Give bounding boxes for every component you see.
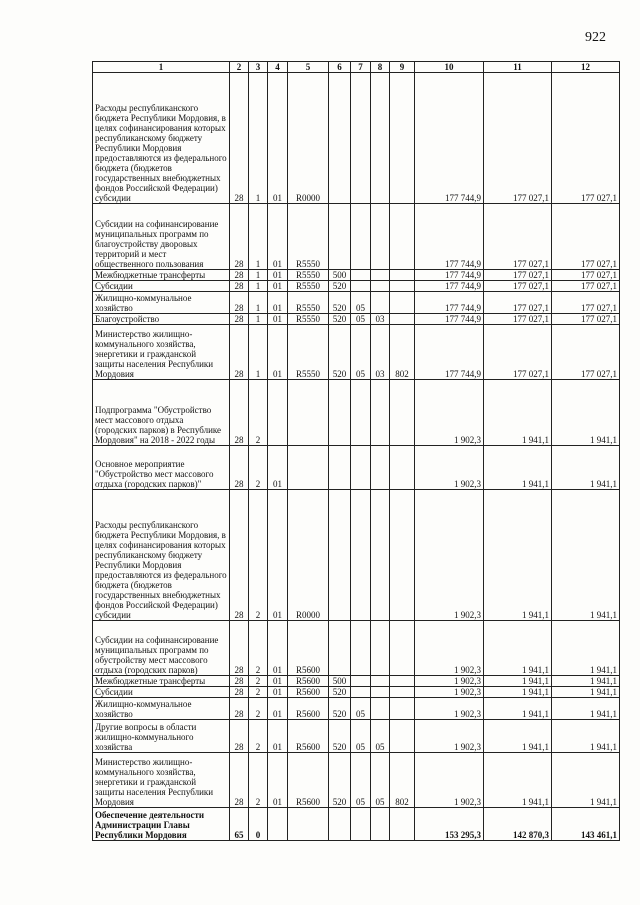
table-row xyxy=(93,753,620,808)
row-code-cell xyxy=(390,292,415,314)
row-amount-cell: 1 902,3 xyxy=(415,380,484,446)
row-code-cell: 2 xyxy=(249,490,268,621)
table-row xyxy=(93,292,620,314)
row-code-cell xyxy=(329,621,351,676)
row-code-cell: 520 xyxy=(329,687,351,698)
row-code-cell: 2 xyxy=(249,676,268,687)
row-amount-cell: 177 027,1 xyxy=(484,204,552,270)
row-code-cell xyxy=(390,720,415,753)
row-amount-cell: 1 941,1 xyxy=(484,380,552,446)
row-code-cell: R5550 xyxy=(288,325,329,380)
row-code-cell: 01 xyxy=(268,676,288,687)
row-amount-cell: 1 902,3 xyxy=(415,753,484,808)
row-amount-cell: 1 902,3 xyxy=(415,698,484,720)
row-code-cell: R5600 xyxy=(288,720,329,753)
row-code-cell: 1 xyxy=(249,204,268,270)
row-code-cell: 05 xyxy=(351,753,371,808)
row-code-cell xyxy=(390,490,415,621)
row-amount-cell: 177 027,1 xyxy=(484,325,552,380)
row-code-cell: R5550 xyxy=(288,281,329,292)
row-name-cell: Субсидии на софинансирование муниципальных программ по обустройству мест массового отдыха (городских парков) xyxy=(93,621,230,676)
row-code-cell xyxy=(351,621,371,676)
header-cell: 10 xyxy=(415,62,484,73)
row-code-cell xyxy=(371,676,390,687)
row-name-cell: Основное мероприятие "Обустройство мест массового отдыха (городских парков)" xyxy=(93,446,230,490)
row-code-cell: 05 xyxy=(351,314,371,325)
row-code-cell: 01 xyxy=(268,314,288,325)
row-code-cell xyxy=(329,446,351,490)
row-code-cell: 65 xyxy=(230,808,249,841)
row-code-cell: 28 xyxy=(230,314,249,325)
row-amount-cell: 1 941,1 xyxy=(484,621,552,676)
row-code-cell: 28 xyxy=(230,753,249,808)
row-amount-cell: 1 941,1 xyxy=(552,687,620,698)
row-code-cell xyxy=(371,73,390,204)
table-row xyxy=(93,314,620,325)
row-code-cell: 1 xyxy=(249,73,268,204)
row-name-cell: Другие вопросы в области жилищно-коммунального хозяйства xyxy=(93,720,230,753)
row-code-cell xyxy=(351,281,371,292)
row-code-cell xyxy=(371,446,390,490)
row-code-cell xyxy=(390,446,415,490)
row-amount-cell: 177 027,1 xyxy=(552,204,620,270)
row-code-cell: 520 xyxy=(329,292,351,314)
row-code-cell xyxy=(351,270,371,281)
row-name-cell: Благоустройство xyxy=(93,314,230,325)
row-code-cell xyxy=(390,621,415,676)
row-code-cell xyxy=(390,270,415,281)
row-amount-cell: 177 744,9 xyxy=(415,73,484,204)
table-body xyxy=(93,73,620,841)
header-cell: 6 xyxy=(329,62,351,73)
row-code-cell: 2 xyxy=(249,380,268,446)
row-code-cell: 1 xyxy=(249,325,268,380)
row-amount-cell: 177 744,9 xyxy=(415,204,484,270)
row-amount-cell: 1 941,1 xyxy=(552,753,620,808)
row-code-cell: 802 xyxy=(390,753,415,808)
row-code-cell xyxy=(351,380,371,446)
header-cell: 1 xyxy=(93,62,230,73)
row-code-cell xyxy=(390,314,415,325)
row-code-cell: 01 xyxy=(268,698,288,720)
row-amount-cell: 177 027,1 xyxy=(552,292,620,314)
table-row xyxy=(93,270,620,281)
row-code-cell: 28 xyxy=(230,73,249,204)
row-code-cell: 28 xyxy=(230,698,249,720)
table-row xyxy=(93,380,620,446)
row-code-cell xyxy=(371,621,390,676)
row-code-cell: 520 xyxy=(329,720,351,753)
row-code-cell: R0000 xyxy=(288,73,329,204)
row-code-cell: 2 xyxy=(249,621,268,676)
row-amount-cell: 1 941,1 xyxy=(484,698,552,720)
row-amount-cell: 1 902,3 xyxy=(415,621,484,676)
row-code-cell xyxy=(351,808,371,841)
row-amount-cell: 177 744,9 xyxy=(415,314,484,325)
row-name-cell: Министерство жилищно-коммунального хозяйства, энергетики и гражданской защиты населения Республики Мордовия xyxy=(93,753,230,808)
row-code-cell: 01 xyxy=(268,446,288,490)
row-amount-cell: 1 941,1 xyxy=(484,720,552,753)
row-amount-cell: 1 941,1 xyxy=(552,446,620,490)
row-amount-cell: 1 941,1 xyxy=(484,753,552,808)
row-code-cell xyxy=(390,808,415,841)
row-code-cell xyxy=(371,808,390,841)
row-name-cell: Министерство жилищно-коммунального хозяйства, энергетики и гражданской защиты населения Республики Мордовия xyxy=(93,325,230,380)
row-code-cell: 01 xyxy=(268,204,288,270)
row-amount-cell: 177 744,9 xyxy=(415,281,484,292)
table-row xyxy=(93,698,620,720)
row-code-cell xyxy=(371,204,390,270)
row-code-cell xyxy=(351,687,371,698)
row-amount-cell: 1 902,3 xyxy=(415,446,484,490)
row-code-cell: 1 xyxy=(249,270,268,281)
header-cell: 4 xyxy=(268,62,288,73)
row-amount-cell: 177 744,9 xyxy=(415,292,484,314)
row-code-cell xyxy=(288,380,329,446)
row-amount-cell: 177 027,1 xyxy=(552,73,620,204)
row-code-cell: 500 xyxy=(329,270,351,281)
row-amount-cell: 1 941,1 xyxy=(484,490,552,621)
row-code-cell: R5600 xyxy=(288,753,329,808)
table-row xyxy=(93,446,620,490)
row-amount-cell: 1 902,3 xyxy=(415,490,484,621)
table-row xyxy=(93,808,620,841)
header-cell: 11 xyxy=(484,62,552,73)
row-amount-cell: 1 941,1 xyxy=(552,720,620,753)
table-row xyxy=(93,325,620,380)
row-amount-cell: 142 870,3 xyxy=(484,808,552,841)
table-row xyxy=(93,73,620,204)
row-name-cell: Субсидии xyxy=(93,687,230,698)
row-code-cell: 01 xyxy=(268,325,288,380)
row-code-cell: 0 xyxy=(249,808,268,841)
row-code-cell xyxy=(351,490,371,621)
row-code-cell: 1 xyxy=(249,314,268,325)
row-code-cell: 2 xyxy=(249,753,268,808)
row-code-cell xyxy=(288,808,329,841)
row-code-cell xyxy=(390,676,415,687)
table-row xyxy=(93,490,620,621)
row-name-cell: Межбюджетные трансферты xyxy=(93,270,230,281)
row-amount-cell: 143 461,1 xyxy=(552,808,620,841)
header-cell: 8 xyxy=(371,62,390,73)
row-code-cell: 01 xyxy=(268,73,288,204)
row-amount-cell: 177 744,9 xyxy=(415,325,484,380)
row-code-cell: 01 xyxy=(268,292,288,314)
row-code-cell: 2 xyxy=(249,446,268,490)
row-code-cell xyxy=(329,490,351,621)
row-name-cell: Расходы республиканского бюджета Республики Мордовия, в целях софинансирования которых республиканскому бюджету Республики Мордовия предоставляются из федерального бюджета (бюджетов государственных внебюджетных фондов Российской Федерации) субсидии xyxy=(93,490,230,621)
row-code-cell: 01 xyxy=(268,753,288,808)
row-code-cell: 01 xyxy=(268,281,288,292)
row-code-cell xyxy=(390,380,415,446)
row-code-cell: 28 xyxy=(230,380,249,446)
row-code-cell: 520 xyxy=(329,753,351,808)
row-amount-cell: 1 941,1 xyxy=(552,676,620,687)
row-code-cell: 500 xyxy=(329,676,351,687)
row-code-cell: R5550 xyxy=(288,204,329,270)
row-code-cell: 28 xyxy=(230,270,249,281)
row-code-cell: 03 xyxy=(371,314,390,325)
row-code-cell xyxy=(390,281,415,292)
row-code-cell xyxy=(329,808,351,841)
row-amount-cell: 177 027,1 xyxy=(552,314,620,325)
row-amount-cell: 1 902,3 xyxy=(415,676,484,687)
row-code-cell: 28 xyxy=(230,687,249,698)
row-code-cell: 520 xyxy=(329,281,351,292)
row-code-cell: R5600 xyxy=(288,698,329,720)
row-amount-cell: 1 941,1 xyxy=(552,380,620,446)
row-amount-cell: 1 941,1 xyxy=(484,446,552,490)
row-name-cell: Жилищно-коммунальное хозяйство xyxy=(93,698,230,720)
row-name-cell: Межбюджетные трансферты xyxy=(93,676,230,687)
row-code-cell: R5600 xyxy=(288,687,329,698)
row-code-cell xyxy=(351,73,371,204)
row-code-cell: 2 xyxy=(249,720,268,753)
row-code-cell xyxy=(268,380,288,446)
row-code-cell xyxy=(390,687,415,698)
table-row xyxy=(93,676,620,687)
row-code-cell: R5550 xyxy=(288,270,329,281)
row-code-cell: 802 xyxy=(390,325,415,380)
row-code-cell xyxy=(390,204,415,270)
row-code-cell: R5600 xyxy=(288,621,329,676)
row-code-cell xyxy=(371,687,390,698)
row-amount-cell: 177 027,1 xyxy=(484,270,552,281)
table-row xyxy=(93,720,620,753)
table-row xyxy=(93,621,620,676)
row-code-cell: 28 xyxy=(230,204,249,270)
row-code-cell xyxy=(351,446,371,490)
row-code-cell xyxy=(390,698,415,720)
header-cell: 3 xyxy=(249,62,268,73)
row-amount-cell: 1 941,1 xyxy=(552,621,620,676)
row-code-cell: 05 xyxy=(351,720,371,753)
row-amount-cell: 1 902,3 xyxy=(415,687,484,698)
row-code-cell xyxy=(288,446,329,490)
row-code-cell: 05 xyxy=(351,292,371,314)
row-name-cell: Подпрограмма "Обустройство мест массового отдыха (городских парков) в Республике Мордовия" на 2018 - 2022 годы xyxy=(93,380,230,446)
row-name-cell: Субсидии xyxy=(93,281,230,292)
row-code-cell: 03 xyxy=(371,325,390,380)
row-code-cell xyxy=(371,281,390,292)
header-cell: 5 xyxy=(288,62,329,73)
row-code-cell: 520 xyxy=(329,325,351,380)
row-amount-cell: 1 941,1 xyxy=(552,490,620,621)
row-code-cell xyxy=(371,380,390,446)
row-code-cell xyxy=(371,490,390,621)
table-row xyxy=(93,204,620,270)
row-code-cell xyxy=(329,380,351,446)
row-code-cell: R5550 xyxy=(288,314,329,325)
row-code-cell: 01 xyxy=(268,270,288,281)
row-amount-cell: 177 027,1 xyxy=(552,325,620,380)
row-amount-cell: 153 295,3 xyxy=(415,808,484,841)
row-amount-cell: 177 027,1 xyxy=(484,314,552,325)
header-cell: 12 xyxy=(552,62,620,73)
row-code-cell: 2 xyxy=(249,698,268,720)
row-amount-cell: 177 027,1 xyxy=(484,292,552,314)
row-code-cell: 28 xyxy=(230,325,249,380)
row-code-cell xyxy=(390,73,415,204)
header-row xyxy=(93,62,620,73)
row-amount-cell: 1 941,1 xyxy=(484,676,552,687)
row-code-cell: 1 xyxy=(249,292,268,314)
row-amount-cell: 177 027,1 xyxy=(552,281,620,292)
row-code-cell: 05 xyxy=(371,720,390,753)
row-code-cell xyxy=(329,73,351,204)
row-code-cell xyxy=(268,808,288,841)
row-code-cell: 28 xyxy=(230,281,249,292)
row-code-cell xyxy=(329,204,351,270)
row-name-cell: Субсидии на софинансирование муниципальных программ по благоустройству дворовых территорий и мест общественного пользования xyxy=(93,204,230,270)
row-code-cell xyxy=(371,698,390,720)
row-name-cell: Обеспечение деятельности Администрации Главы Республики Мордовия xyxy=(93,808,230,841)
row-code-cell: 01 xyxy=(268,687,288,698)
row-amount-cell: 177 027,1 xyxy=(552,270,620,281)
row-code-cell: 520 xyxy=(329,314,351,325)
row-code-cell: 1 xyxy=(249,281,268,292)
row-code-cell: R5550 xyxy=(288,292,329,314)
row-code-cell: 05 xyxy=(351,325,371,380)
table-row xyxy=(93,281,620,292)
header-cell: 7 xyxy=(351,62,371,73)
row-code-cell: 01 xyxy=(268,490,288,621)
row-amount-cell: 1 941,1 xyxy=(484,687,552,698)
row-amount-cell: 177 027,1 xyxy=(484,281,552,292)
budget-table xyxy=(92,61,620,841)
row-code-cell: 01 xyxy=(268,621,288,676)
row-name-cell: Жилищно-коммунальное хозяйство xyxy=(93,292,230,314)
row-code-cell: 05 xyxy=(351,698,371,720)
row-code-cell: 520 xyxy=(329,698,351,720)
row-amount-cell: 177 027,1 xyxy=(484,73,552,204)
row-code-cell: 28 xyxy=(230,720,249,753)
row-amount-cell: 177 744,9 xyxy=(415,270,484,281)
row-amount-cell: 1 902,3 xyxy=(415,720,484,753)
row-code-cell: 28 xyxy=(230,621,249,676)
row-name-cell: Расходы республиканского бюджета Республики Мордовия, в целях софинансирования которых республиканскому бюджету Республики Мордовия предоставляются из федерального бюджета (бюджетов государственных внебюджетных фондов Российской Федерации) субсидии xyxy=(93,73,230,204)
row-code-cell xyxy=(371,270,390,281)
row-code-cell xyxy=(351,676,371,687)
row-code-cell: 28 xyxy=(230,490,249,621)
row-code-cell: 28 xyxy=(230,676,249,687)
header-cell: 9 xyxy=(390,62,415,73)
row-code-cell: 2 xyxy=(249,687,268,698)
table-row xyxy=(93,687,620,698)
row-code-cell: 01 xyxy=(268,720,288,753)
header-cell: 2 xyxy=(230,62,249,73)
row-code-cell xyxy=(351,204,371,270)
row-code-cell: 05 xyxy=(371,753,390,808)
row-code-cell: R5600 xyxy=(288,676,329,687)
row-code-cell: R0000 xyxy=(288,490,329,621)
row-code-cell: 28 xyxy=(230,446,249,490)
row-code-cell xyxy=(371,292,390,314)
row-code-cell: 28 xyxy=(230,292,249,314)
row-amount-cell: 1 941,1 xyxy=(552,698,620,720)
page-number: 922 xyxy=(585,30,606,45)
